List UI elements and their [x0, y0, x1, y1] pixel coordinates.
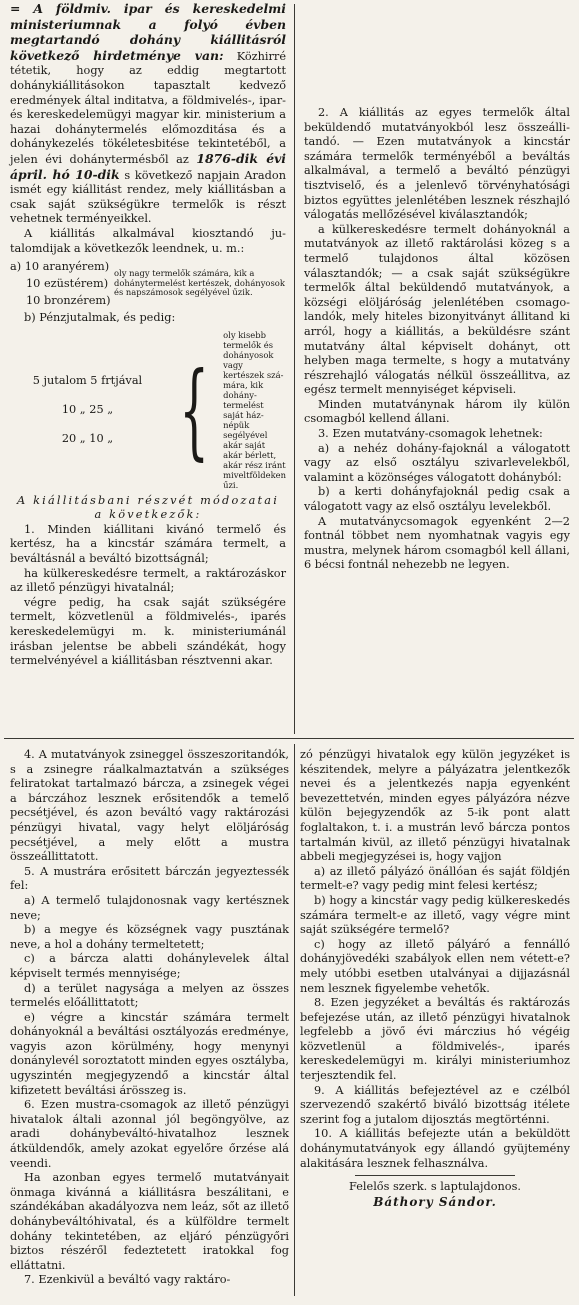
- exhibition-date: 1876-dik évi ápril. hó 10-dik: [10, 150, 287, 182]
- item-2b: a külkereskedésre termelt dohányoknál a mutatványok az illető raktárolási közeg s a termelő tulajdonos által közösen választandók; — a csak saját szükségükre termelők által beküldendő mutatványok, a községi elöljáróság jelenlétében csomagolandók, mely hiteles bizonyitványt állitand ki arról, hogy a kiállitás, a beküldésre szánt mutatvány által képviselt dohányt, ott helyben maga termelte, s hogy a mutatvány részrehajló válogatás nélkül összeállitva, az egész termelt mennyiséget képviseli.: [304, 222, 570, 397]
- item-3c: A mutatványcsomagok egyenként 2—2 fontnál többet nem nyomhatnak vagyis egy mustra, melynek három csomagból kell állani, 6 bécsi fontnál nehezebb ne legyen.: [304, 514, 570, 572]
- cash-prizes-note: oly kisebb termelők és dohányosok vagy kertészek számára, kik dohánytermelést saját háznépük segélyével akár saját akár bérlett, akár rész iránt miveltföldeken űzi.: [223, 329, 287, 490]
- cash-prize-row: 5 jutalom 5 frtjával: [32, 374, 143, 388]
- item-3a: a) a nehéz dohány-fajoknál a válogatott vagy az első osztályu szivarlevelekből, valamint a közönséges válogatott dohányból:: [304, 441, 570, 484]
- column-3: [10, 748, 289, 1288]
- item-7: 7. Ezenkivül a beváltó vagy raktáro-: [24, 1273, 231, 1287]
- announcement-paragraph: = A földmiv. ipar és kereskedelmi ministeriumnak a folyó évben megtartandó dohány kiállitásról következő hirdetménye van: Közhirré tétetik, hogy az eddig megtartott dohánykiállitásokon tapasztalt kedvező eredmények által inditatva, a földmivelés-, ipar- és kereskedelemügyi magyar kir. ministerium a hazai dohánytermelés előmozditása és a dohánykezelés tökéletesbitése tekintetéből, a jelen évi dohánytermésből az 1876-dik évi ápril. hó 10-dik s következő napjain Aradon ismét egy kiállitást rendez, mely kiállitásban a csak saját szükségükre termelők is részt vehetnek terményeikkel.: [10, 1, 287, 226]
- editor-name: Báthory Sándor.: [373, 1194, 497, 1209]
- medal-prizes-note: oly nagy termelők számára, kik a dohánytermelést kertészek, dohányosok és napszámosok segélyével űzik.: [114, 267, 285, 298]
- item-6: 6. Ezen mustra-csomagok az illető pénzügyi hivatalok általi azonnal jól begöngyölve, az aradi dohánybeváltó-hivatalhoz lesznek átküldendők, amely azokat egyelőre őrzése alá veendi.: [10, 1098, 289, 1170]
- item-5d: d) a terület nagysága a melyen az összes termelés előállittatott;: [10, 981, 289, 1010]
- item-1: 1. Minden kiállitani kivánó termelő és kertész, ha a kincstár számára termelt, a beváltásnál a beváltó bizottságnál;: [10, 522, 286, 566]
- brace-icon: {: [179, 348, 209, 471]
- registry-b: b) hogy a kincstár vagy pedig külkereskedés számára termelt-e az illető, vagy végre mint saját szükségére termelő?: [300, 893, 570, 937]
- item-6b: Ha azonban egyes termelő mutatványait önmaga kivánná a kiállitásra beszálitani, e szándékában akadályozva nem leáz, sőt az illető dohánybeváltóhivatal, és a külföldre termelt dohány tekintetében, az eljáró pénzügyőri biztos részéről fedeztetett iratokkal fog elláttatni.: [10, 1171, 289, 1272]
- item-5b: b) a megye és községnek vagy pusztának neve, a hol a dohány termeltetett;: [10, 923, 289, 951]
- item-1c: végre pedig, ha csak saját szükségére termelt, közvetlenül a földmivelés-, iparés kereskedelemügyi m. k. ministeriumánál irásban jelentse be abbeli szándékát, hogy termelvényével a kiállitásban résztvenni akar.: [10, 595, 286, 668]
- column-1: [10, 2, 286, 669]
- item-9: 9. A kiállitás befejeztével az e czélból szervezendő szakértő biváló bizottság itélete szerint fog a jutalom dijosztás megtörténni.: [300, 1083, 570, 1126]
- cash-prizes: [10, 330, 286, 490]
- item-2c: Minden mutatványnak három ily külön csomagból kellend állani.: [304, 397, 570, 426]
- item-5: 5. A mustrára erősitett bárczán jegyeztessék fel:: [10, 864, 289, 893]
- item-5e: e) végre a kincstár számára termelt dohányoknál a beváltási osztályozás eredménye, vagyis azon körülmény, hogy menynyi donánylevél soroztatott minden egyes osztályba, ugyszintén megjegyzendő a kincstár által kifizetett beváltási árösszeg is.: [10, 1010, 289, 1097]
- item-10: 10. A kiállitás befejezte után a beküldött dohánymutatványok egy állandó gyüjtemény alakitására lesznek felhasználva.: [300, 1127, 570, 1170]
- registry-c: c) hogy az illető pályáró a fennálló dohányjövedéki szabályok ellen nem vétett-e? mely utóbbi esetben utalványai a dijjazásnál nem lesznek figyelembe vehetők.: [300, 937, 570, 995]
- cash-prize-row: 20 „ 10 „: [61, 432, 114, 446]
- column-rule-top: [294, 4, 295, 734]
- item-3b: b) a kerti dohányfajoknál pedig csak a válogatott vagy az első osztályu levelekből.: [304, 485, 570, 514]
- medal-prizes: a) 10 aranyérem) 10 ezüstérem) 10 bronzérem) oly nagy termelők számára, kik a dohánytermelést kertészek, dohányosok és napszámosok segélyével űzik.: [10, 260, 285, 308]
- prizes-intro: A kiállitás alkalmával kiosztandó jutalomdijak a következők leendnek, u. m.:: [10, 226, 286, 255]
- item-3: 3. Ezen mutatvány-csomagok lehetnek:: [318, 427, 543, 441]
- item-5a: a) A termelő tulajdonosnak vagy kertésznek neve;: [10, 893, 289, 922]
- item-2: 2. A kiállitás az egyes termelők által beküldendő mutatványokból lesz összeállitandó. — Ezen mutatványok a kincstár számára termelők terményéből a beváltás alkalmával, a termelő a beváltó pénzügyi tisztviselő, és a jelenlevő törvényhatósági biztos együttes jelenlétében lesznek részhajló válogatás mellőzésével kiválasztandók;: [304, 106, 570, 222]
- registry-a: a) az illető pályázó önállóan és saját földjén termelt-e? vagy pedig mint felesi kertész;: [300, 864, 570, 893]
- section-divider: [4, 738, 574, 739]
- announcement-headline: = A földmiv. ipar és kereskedelmi ministeriumnak a folyó évben megtartandó dohány kiállitásról következő hirdetménye van:: [10, 1, 286, 63]
- cash-prize-row: 10 „ 25 „: [61, 403, 114, 417]
- participation-subhead: A kiállitásbani részvét módozatai a következők:: [16, 493, 280, 522]
- item-8: 8. Ezen jegyzéket a beváltás és raktározás befejezése után, az illető pénzügyi hivatalnok legfelebb a jövő évi márczius hó végéig közvetlenül a földmivelés-, iparés kereskedelemügyi m. királyi ministeriumhoz terjesztendik fel.: [300, 996, 570, 1083]
- item-5c: c) a bárcza alatti dohánylevelek által képviselt termés mennyisége;: [10, 952, 289, 980]
- signature-rule: [355, 1175, 515, 1176]
- column-rule-bottom: [294, 744, 295, 1296]
- column-2: [304, 106, 570, 573]
- item-4: 4. A mutatványok zsineggel összeszoritandók, s a zsinegre ráalkalmaztatván a szükséges feliratokat tartalmazó bárcza, a zsinegek végei a bárczához lesznek erősitendők a temelő pecsétjével, és azon beváltó vagy raktározási pénzügyi hivatal, vagy helyt elöljáróság pecsétjével, a mely előtt a mustra összeállittatott.: [10, 748, 289, 864]
- item-1b: ha külkereskedésre termelt, a raktározáskor az illető pénzügyi hivatalnál;: [10, 566, 286, 595]
- column-4: [300, 748, 570, 1209]
- registry-paragraph: zó pénzügyi hivatalok egy külön jegyzéket is készitendek, melyre a pályázatra jelentkezők nevei és a jelentkezés napja egyenként bevezettetvén, minden egyes pályázóra nézve külön bejegyzendők az 5-ik pont alatt foglaltakon, t. i. a mustrán levő bárcza pontos tartalmán kivül, az illető pénzügyi hivatalnak abbeli megjegyzései is, hogy vajjon: [300, 748, 570, 864]
- cash-prizes-title: b) Pénzjutalmak, és pedig:: [24, 311, 176, 325]
- signature-block: [300, 1180, 570, 1209]
- editor-line: Felelős szerk. s laptulajdonos.: [348, 1180, 521, 1194]
